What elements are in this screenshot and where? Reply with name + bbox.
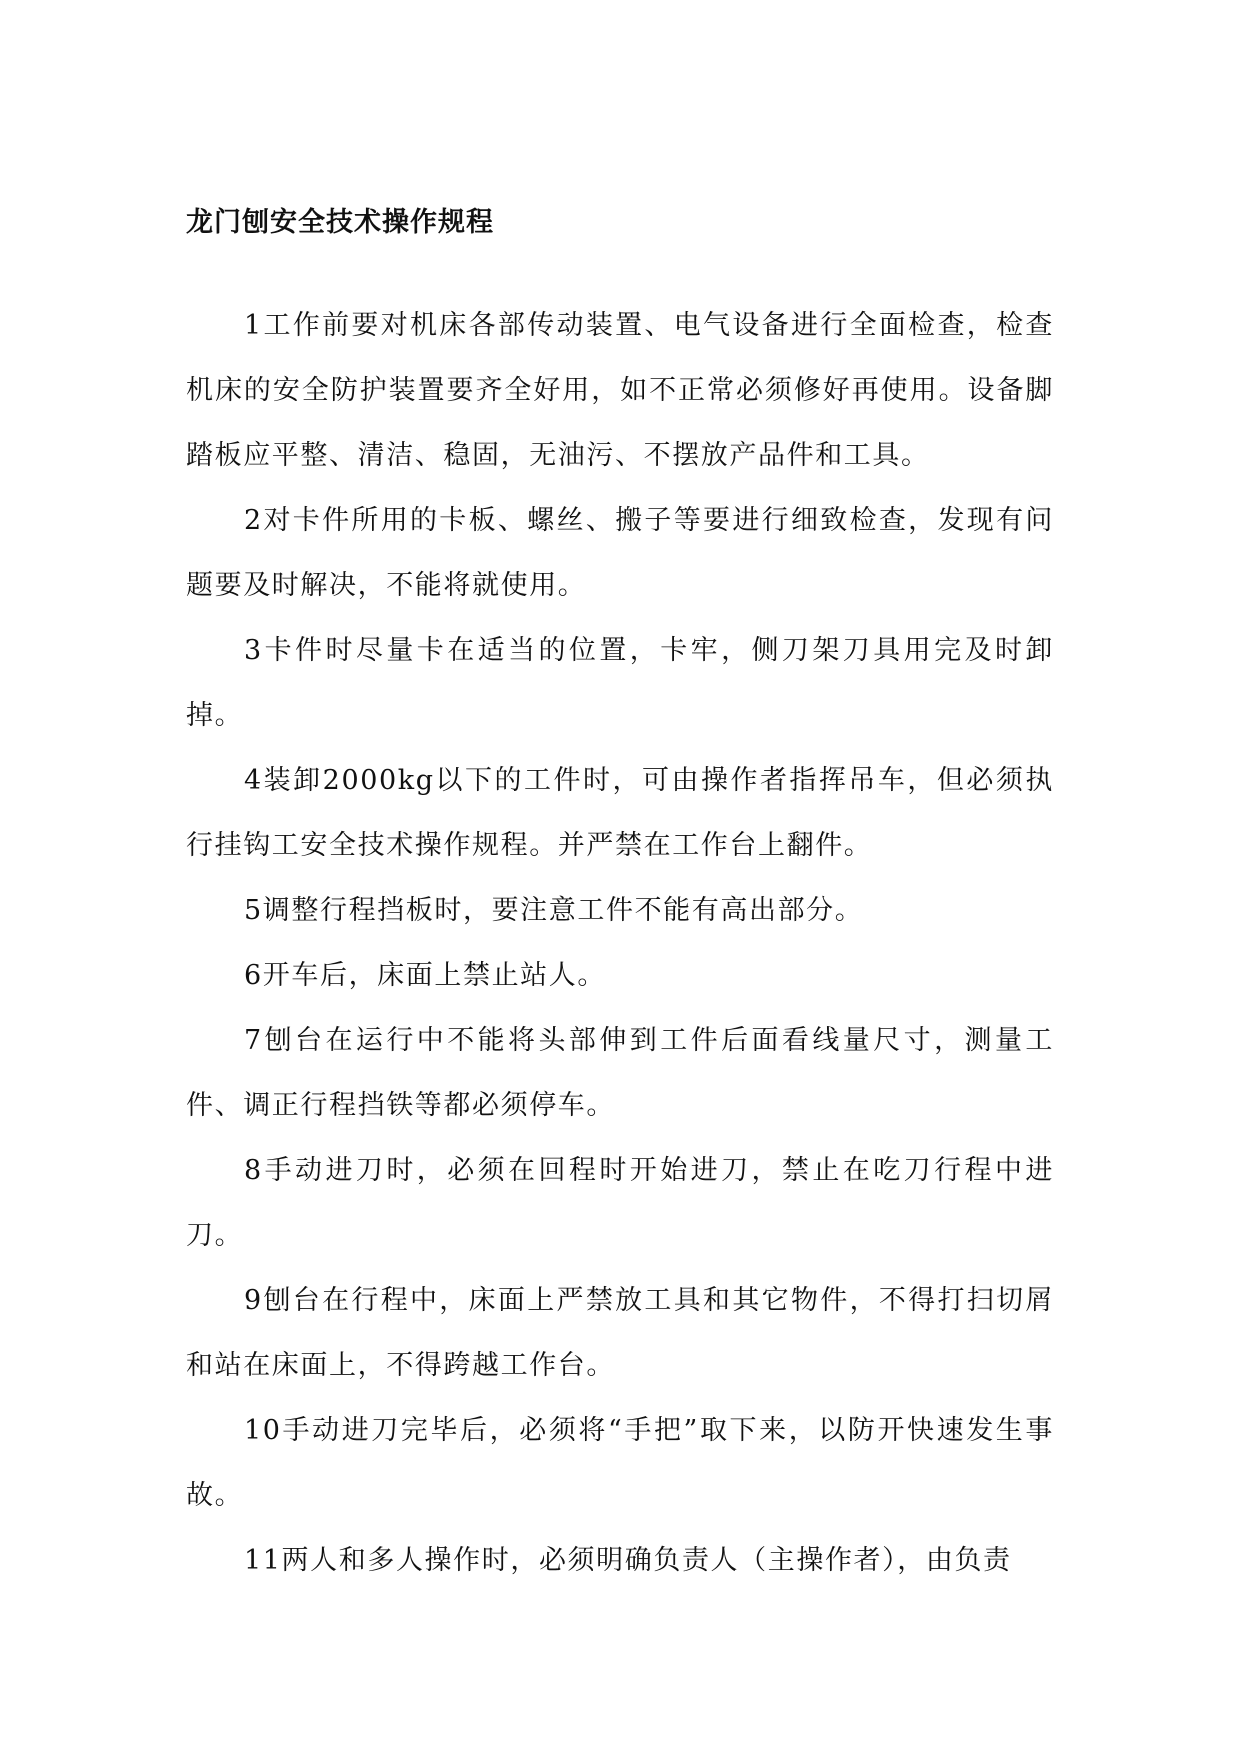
document-title: 龙门刨安全技术操作规程 xyxy=(186,207,494,238)
rule-paragraph-11: 11两人和多人操作时，必须明确负责人（主操作者），由负责 xyxy=(244,1545,1012,1576)
rule-paragraph-10: 10手动进刀完毕后，必须将“手把”取下来，以防开快速发生事故。 xyxy=(186,1415,1054,1511)
rule-paragraph-8: 8手动进刀时，必须在回程时开始进刀，禁止在吃刀行程中进刀。 xyxy=(186,1155,1054,1251)
rule-paragraph-3: 3卡件时尽量卡在适当的位置，卡牢，侧刀架刀具用完及时卸掉。 xyxy=(186,635,1054,731)
rule-paragraph-1: 1工作前要对机床各部传动装置、电气设备进行全面检查，检查机床的安全防护装置要齐全好用，如不正常必须修好再使用。设备脚踏板应平整、清洁、稳固，无油污、不摆放产品件和工具。 xyxy=(186,310,1054,471)
rule-paragraph-2: 2对卡件所用的卡板、螺丝、搬子等要进行细致检查，发现有问题要及时解决，不能将就使用。 xyxy=(186,505,1054,601)
rule-paragraph-7: 7刨台在运行中不能将头部伸到工件后面看线量尺寸，测量工件、调正行程挡铁等都必须停车。 xyxy=(186,1025,1054,1121)
rule-paragraph-5: 5调整行程挡板时，要注意工件不能有高出部分。 xyxy=(244,895,864,926)
document-body xyxy=(186,293,1054,1593)
rule-paragraph-6: 6开车后，床面上禁止站人。 xyxy=(244,960,606,991)
rule-paragraph-9: 9刨台在行程中，床面上严禁放工具和其它物件，不得打扫切屑和站在床面上，不得跨越工作台。 xyxy=(186,1285,1054,1381)
rule-paragraph-4: 4装卸2000kg以下的工件时，可由操作者指挥吊车，但必须执行挂钩工安全技术操作规程。并严禁在工作台上翻件。 xyxy=(186,765,1054,861)
